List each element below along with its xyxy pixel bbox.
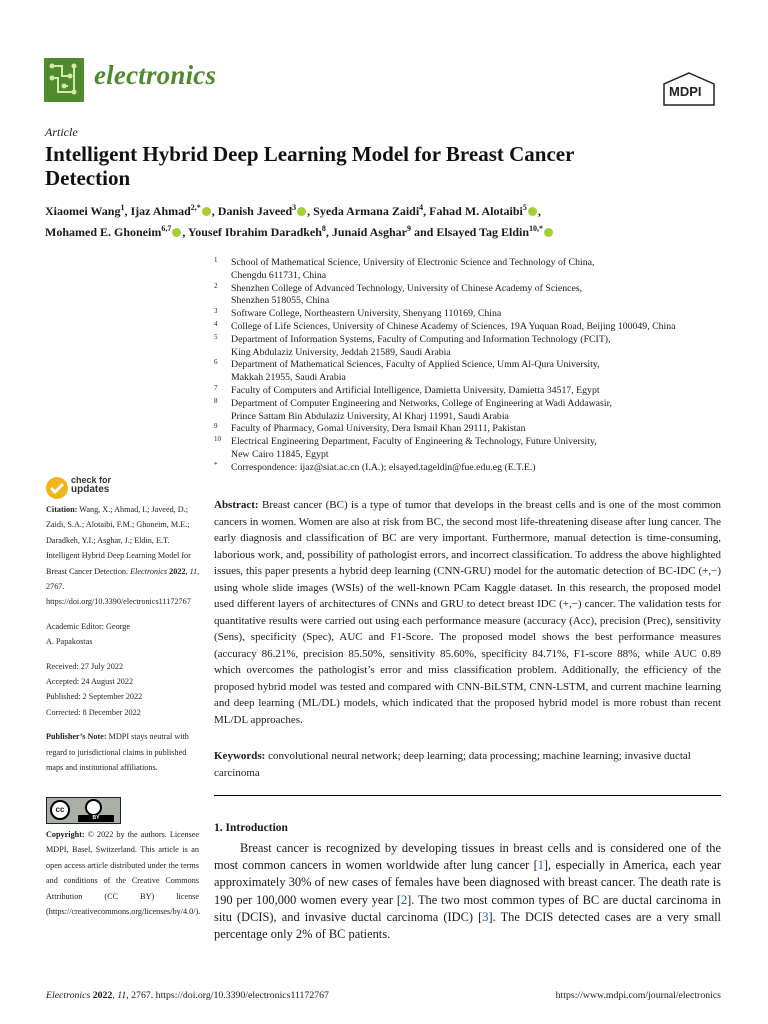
corrected-date: Corrected: 8 December 2022 — [46, 707, 141, 717]
affiliation-line: School of Mathematical Science, University of Electronic Science and Technology of China, — [231, 257, 595, 268]
author-name: Ijaz Ahmad — [130, 204, 191, 218]
footer-volume: , 11 — [112, 990, 127, 1001]
affiliation-number: 8 — [214, 396, 218, 405]
author-name: Fahad M. Alotaibi — [429, 204, 523, 218]
orcid-icon[interactable] — [172, 228, 181, 237]
author-separator: , — [423, 204, 430, 218]
affiliation-item — [214, 308, 734, 321]
abstract-text: Breast cancer (BC) is a type of tumor that develops in the breast cells and is one of the most common cancers in women. Women are also at risk from BC, the second most life-threatening disease after lung cancer. The early diagnosis and classification of BC are very important. Furthermore, manual detection is time-consuming, laborious work, and, possibility of pathologist errors, and incorrect classification. To address the above highlighted issues, this paper presents a hybrid deep learning (CNN-GRU) model for the automatic detection of BC-IDC (+,−) using whole slide images (WSIs) of the well-known PCam Kaggle dataset. In this research, the proposed model used different layers of architectures of CNNs and GRU to detect breast IDC (+,−) cancer. The validation tests for quantitative results were carried out using each performance measure (accuracy (Acc), precision (Prec), sensitivity (Sens), specificity (Spec), AUC and F1-Score. The proposed model shows the best performance measures (accuracy 86.21%, precision 85.50%, sensitivity 85.60%, specificity 84.71%, F1-score 88%, while AUC 0.89 which overcomes the pathologist’s error and miss classification problem. Additionally, the efficiency of the proposed hybrid model was tested and compared with CNN-BiLSTM, CNN-LSTM, and current machine learning and deep learning (ML/DL) models, which indicated that the proposed hybrid model is more robust than recent ML/DL approaches. — [214, 499, 722, 726]
affiliation-line: Prince Sattam Bin Abdulaziz University, Al Kharj 11991, Saudi Arabia — [231, 410, 509, 422]
affiliation-line: Department of Mathematical Sciences, Faculty of Applied Science, Umm Al-Qura University, — [231, 359, 600, 371]
keywords-text: convolutional neural network; deep learning; data processing; machine learning; invasive ductal carcinoma — [214, 750, 691, 779]
author-separator: , — [211, 204, 218, 218]
footer-year: 2022 — [90, 990, 113, 1001]
affiliation-item — [214, 385, 734, 398]
affiliation-item — [214, 257, 734, 283]
footer-journal-url[interactable]: https://www.mdpi.com/journal/electronics — [555, 990, 721, 1001]
footer-citation — [46, 990, 329, 1001]
affiliation-number: 6 — [214, 358, 218, 367]
affiliation-item — [214, 462, 734, 475]
affiliation-number: 5 — [214, 332, 218, 341]
affiliation-line: Faculty of Pharmacy, Gomal University, Dera Ismail Khan 29111, Pakistan — [231, 423, 526, 435]
affiliation-line: Department of Information Systems, Faculty of Computing and Information Technology (FCIT), — [231, 333, 611, 345]
citation-year: 2022 — [167, 566, 186, 576]
affiliation-number: * — [214, 460, 218, 469]
copyright-label: Copyright: — [46, 830, 85, 839]
affiliation-line: Software College, Northeastern University, Shenyang 110169, China — [231, 308, 502, 320]
author-affiliation-marker: 10,* — [529, 224, 544, 233]
attribution-person-icon — [85, 799, 102, 816]
article-type: Article — [45, 125, 78, 139]
affiliation-line: Faculty of Computers and Artificial Intelligence, Damietta University, Damietta 34517, Egypt — [231, 384, 600, 396]
article-info-sidebar — [46, 502, 200, 785]
orcid-icon[interactable] — [544, 228, 553, 237]
affiliation-item — [214, 321, 734, 334]
intro-text: Breast cancer is recognized by developing tissues in breast cells and is considered one of the most common cancers in women worldwide after lung cancer [ — [214, 841, 721, 873]
orcid-icon[interactable] — [202, 207, 211, 216]
affiliation-item — [214, 436, 734, 462]
author-line-1 — [45, 199, 725, 220]
article-title: Intelligent Hybrid Deep Learning Model for Breast Cancer Detection — [45, 142, 575, 190]
creative-commons-icon: cc — [50, 800, 70, 820]
affiliation-line: Makkah 21955, Saudi Arabia — [231, 372, 346, 384]
author-affiliation-marker: 4 — [419, 203, 424, 212]
author-separator: , — [124, 204, 131, 218]
author-list — [45, 199, 725, 241]
author-name: Yousef Ibrahim Daradkeh — [187, 225, 322, 239]
abstract-label: Abstract: — [214, 499, 259, 511]
affiliation-number: 10 — [214, 435, 221, 444]
author-name: Elsayed Tag Eldin — [436, 225, 530, 239]
citation-reference-link[interactable]: 2 — [400, 892, 408, 907]
author-separator: , — [325, 225, 332, 239]
author-name: Syeda Armana Zaidi — [313, 204, 420, 218]
footer-journal: Electronics — [46, 990, 91, 1001]
journal-name: electronics — [94, 60, 217, 90]
author-separator: , — [537, 204, 541, 218]
affiliation-number: 7 — [214, 383, 218, 392]
orcid-icon[interactable] — [297, 207, 306, 216]
affiliation-number: 4 — [214, 319, 218, 328]
copyright-text: © 2022 by the authors. Licensee MDPI, Basel, Switzerland. This article is an open access article distributed under the terms and conditions of the Creative Commons Attribution (CC BY) license (https://creativecommons.org/licenses/by/4.0/). — [46, 830, 201, 917]
intro-text: ]. The DCIS detected cases are a very small percentage only 2% of BC patients. — [214, 909, 721, 942]
author-separator: , — [307, 204, 314, 218]
check-for-updates-icon[interactable] — [46, 477, 68, 499]
affiliation-item — [214, 283, 734, 309]
published-date: Published: 2 September 2022 — [46, 692, 143, 702]
author-affiliation-marker: 8 — [321, 224, 326, 233]
author-name: Danish Javeed — [217, 204, 293, 218]
check-updates-line2: updates — [71, 484, 110, 495]
affiliation-number: 1 — [214, 256, 218, 264]
circuit-icon — [44, 58, 84, 102]
section-divider — [214, 795, 721, 796]
keywords — [214, 748, 721, 781]
author-separator: , — [182, 225, 188, 239]
affiliation-list — [214, 257, 734, 475]
received-date: Received: 27 July 2022 — [46, 661, 124, 671]
affiliation-line: King Abdulaziz University, Jeddah 21589, Saudi Arabia — [231, 346, 451, 358]
publisher-note-label: Publisher’s Note: — [46, 732, 107, 742]
affiliation-number: 2 — [214, 281, 218, 290]
journal-logo-icon — [44, 58, 84, 102]
section-heading: 1. Introduction — [214, 822, 288, 834]
author-affiliation-marker: 6,7 — [161, 224, 172, 233]
academic-editor — [46, 619, 200, 650]
author-line-2 — [45, 220, 725, 241]
author-name: Xiaomei Wang — [45, 204, 121, 218]
accepted-date: Accepted: 24 August 2022 — [46, 677, 134, 687]
dates-block — [46, 659, 200, 721]
check-for-updates-link[interactable] — [71, 475, 131, 495]
citation-label: Citation: — [46, 505, 78, 514]
affiliation-item — [214, 423, 734, 436]
affiliation-line: Correspondence: ijaz@siat.ac.cn (I.A.); elsayed.tageldin@fue.edu.eg (E.T.E.) — [231, 461, 536, 473]
orcid-icon[interactable] — [528, 207, 537, 216]
affiliation-number: 9 — [214, 422, 218, 431]
author-affiliation-marker: 9 — [406, 224, 411, 233]
author-affiliation-marker: 1 — [120, 203, 125, 212]
copyright-notice — [46, 827, 199, 919]
citation-volume: , 11 — [185, 566, 198, 576]
author-affiliation-marker: 5 — [522, 203, 527, 212]
cc-by-label: BY — [78, 815, 114, 822]
citation-text: Wang, X.; Ahmad, I.; Javeed, D.; Zaidi, S.A.; Alotaibi, F.M.; Ghoneim, M.E.; Daradkeh, Y.I.; Asghar, J.; Eldin, E.T. Intelligent Hybrid Deep Learning Model for Breast Cancer Detection. — [46, 505, 191, 576]
affiliation-line: College of Life Sciences, University of Chinese Academy of Sciences, 19A Yuquan Road, Beijing 100049, China — [231, 320, 676, 332]
affiliation-item — [214, 398, 734, 424]
intro-text: ], especially in America, each year approximately 30% of new cases of females have been diagnosed with breast cancer. The death rate is 190 per 100,000 women every year [ — [214, 858, 721, 907]
author-name: Junaid Asghar — [331, 225, 407, 239]
citation-doi[interactable]: , 2767. https://doi.org/10.3390/electronics11172767 — [46, 566, 200, 607]
author-affiliation-marker: 3 — [292, 203, 297, 212]
affiliation-line: Department of Computer Engineering and Networks, College of Engineering at Wadi Addawasir, — [231, 397, 612, 409]
publisher-note — [46, 729, 200, 775]
citation-journal: Electronics — [130, 566, 168, 576]
keywords-label: Keywords: — [214, 750, 266, 762]
editor-line2: A. Papakostas — [46, 637, 93, 647]
affiliation-item — [214, 334, 734, 360]
citation-reference-link[interactable]: 3 — [482, 909, 489, 924]
editor-line1: Academic Editor: George — [46, 621, 130, 631]
footer-doi[interactable]: , 2767. https://doi.org/10.3390/electronics11172767 — [126, 990, 329, 1001]
citation-block — [46, 502, 200, 610]
affiliation-line: Electrical Engineering Department, Faculty of Engineering & Technology, Future University, — [231, 436, 597, 448]
intro-text: ]. The two most common types of BC are ductal carcinoma in situ (DCIS), and invasive ductal carcinoma (IDC) [ — [214, 892, 721, 924]
affiliation-number: 3 — [214, 307, 218, 316]
abstract — [214, 497, 721, 728]
check-updates-line1: check for — [71, 475, 112, 485]
affiliation-line: Shenzhen 518055, China — [231, 295, 330, 307]
publisher-name: MDPI — [669, 84, 702, 99]
author-name: Mohamed E. Ghoneim — [45, 225, 162, 239]
affiliation-line: Shenzhen College of Advanced Technology, University of Chinese Academy of Sciences, — [231, 282, 583, 294]
affiliation-item — [214, 359, 734, 385]
citation-reference-link[interactable]: 1 — [537, 858, 544, 873]
author-affiliation-marker: 2,* — [190, 203, 201, 212]
publisher-note-text: MDPI stays neutral with regard to jurisdictional claims in published maps and institutional affiliations. — [46, 732, 189, 773]
affiliation-line: Chengdu 611731, China — [231, 269, 327, 281]
author-separator: and — [410, 225, 437, 239]
affiliation-line: New Cairo 11845, Egypt — [231, 448, 329, 460]
introduction-paragraph — [214, 840, 721, 943]
